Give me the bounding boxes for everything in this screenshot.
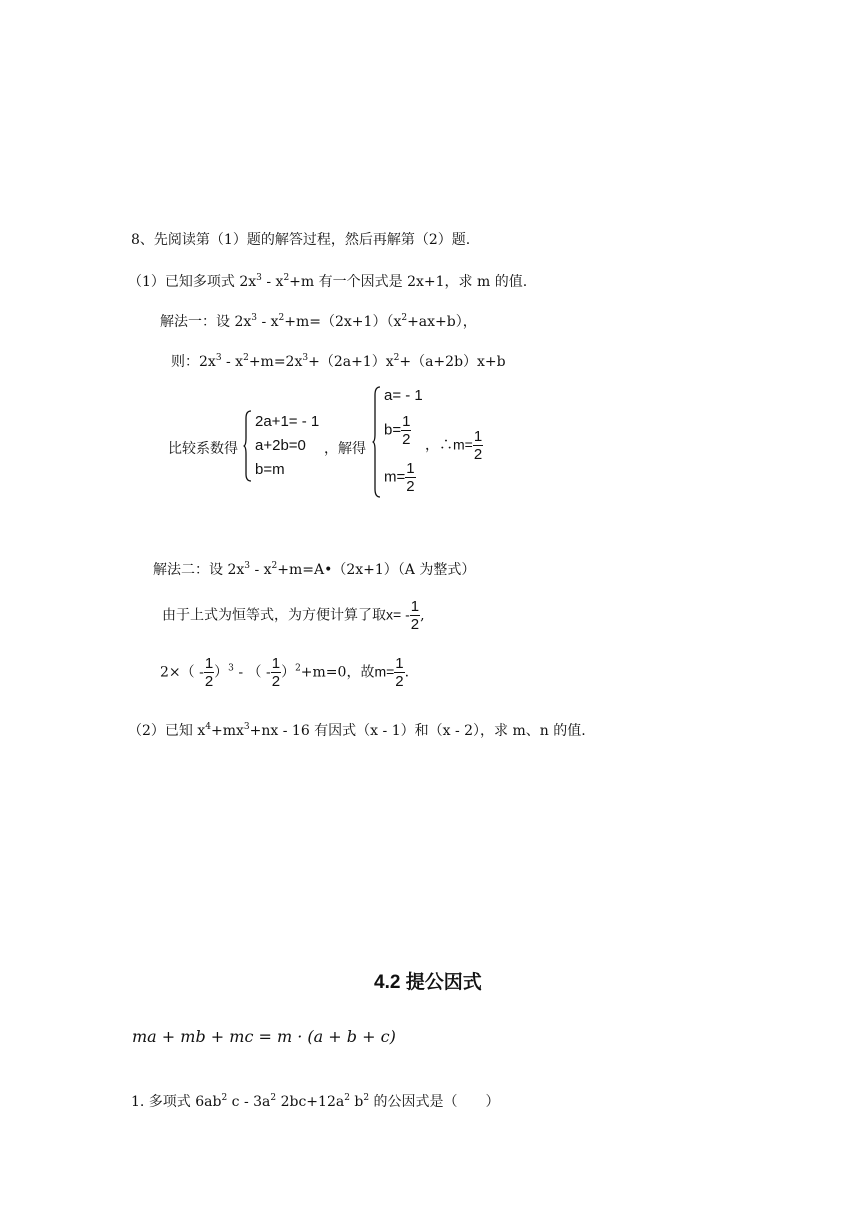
system-1-equation: a+2b=0	[255, 437, 306, 454]
method-2-calculation: 2×（ - $\frac{1}{2}$ ）$^3$ - （ - $\frac{1}{2}$ ）$^2$+m=0，故m= $\frac{1}{2}$ .	[160, 655, 410, 690]
system-2-m: m= $\frac{1}{2}$	[384, 460, 415, 495]
compare-coefficients-label: 比较系数得	[168, 441, 238, 457]
fraction: $\frac{1}{2}$	[204, 655, 214, 690]
left-brace-icon	[243, 410, 252, 482]
fraction: $\frac{1}{2}$	[402, 413, 411, 448]
factor-formula: ma + mb + mc = m · (a + b + c)	[132, 1027, 396, 1046]
equation-system-1	[255, 410, 319, 482]
system-2-b: b= $\frac{1}{2}$	[384, 413, 411, 448]
fraction: $\frac{1}{2}$	[410, 598, 420, 633]
problem-8-part-1: （1）已知多项式 $2x^3 - x^2+m$ 有一个因式是 2x+1，求 m 的值.	[128, 273, 528, 290]
fraction: $\frac{1}{2}$	[406, 460, 415, 495]
fraction: $\frac{1}{2}$	[271, 655, 281, 690]
system-2-a: a= - 1	[384, 387, 423, 404]
question-1: 1. 多项式 $6ab^2$ c - $3a^2$ $2bc+12a^2$ $b^2$ 的公因式是（ ）	[131, 1093, 500, 1110]
method-2-setup: 解法二：设 $2x^3$ - $x^2+m=A•(2x+1)(A$ 为整式）	[153, 561, 476, 578]
section-title: 4.2 提公因式	[374, 972, 482, 993]
therefore-result: ，∴m= $\frac{1}{2}$	[425, 428, 483, 463]
fraction: $\frac{1}{2}$	[395, 655, 404, 690]
fraction: $\frac{1}{2}$	[473, 428, 483, 463]
left-brace-icon	[372, 386, 381, 498]
system-1-equation: b=m	[255, 461, 285, 478]
problem-8-part-2: （2）已知 $x^4+mx^3+nx - 16$ 有因式（x - 1）和（x - 2），求 m、n 的值.	[128, 722, 586, 739]
system-1-equation: 2a+1= - 1	[255, 413, 320, 430]
method-1-setup: 解法一：设 $2x^3 - x^2+m=(2x+1)(x^2+ax+b)$，	[160, 313, 477, 330]
solve-label: ，解得	[324, 441, 366, 457]
method-1-expansion: 则：$2x^3 - x^2+m=2x^3+(2a+1)x^2+(a+2b)x+b$	[171, 353, 506, 370]
method-2-reason: 由于上式为恒等式，为方便计算了取x= - $\frac{1}{2}$ ,	[162, 598, 425, 633]
problem-8-intro: 8、先阅读第（1）题的解答过程，然后再解第（2）题.	[131, 232, 471, 248]
